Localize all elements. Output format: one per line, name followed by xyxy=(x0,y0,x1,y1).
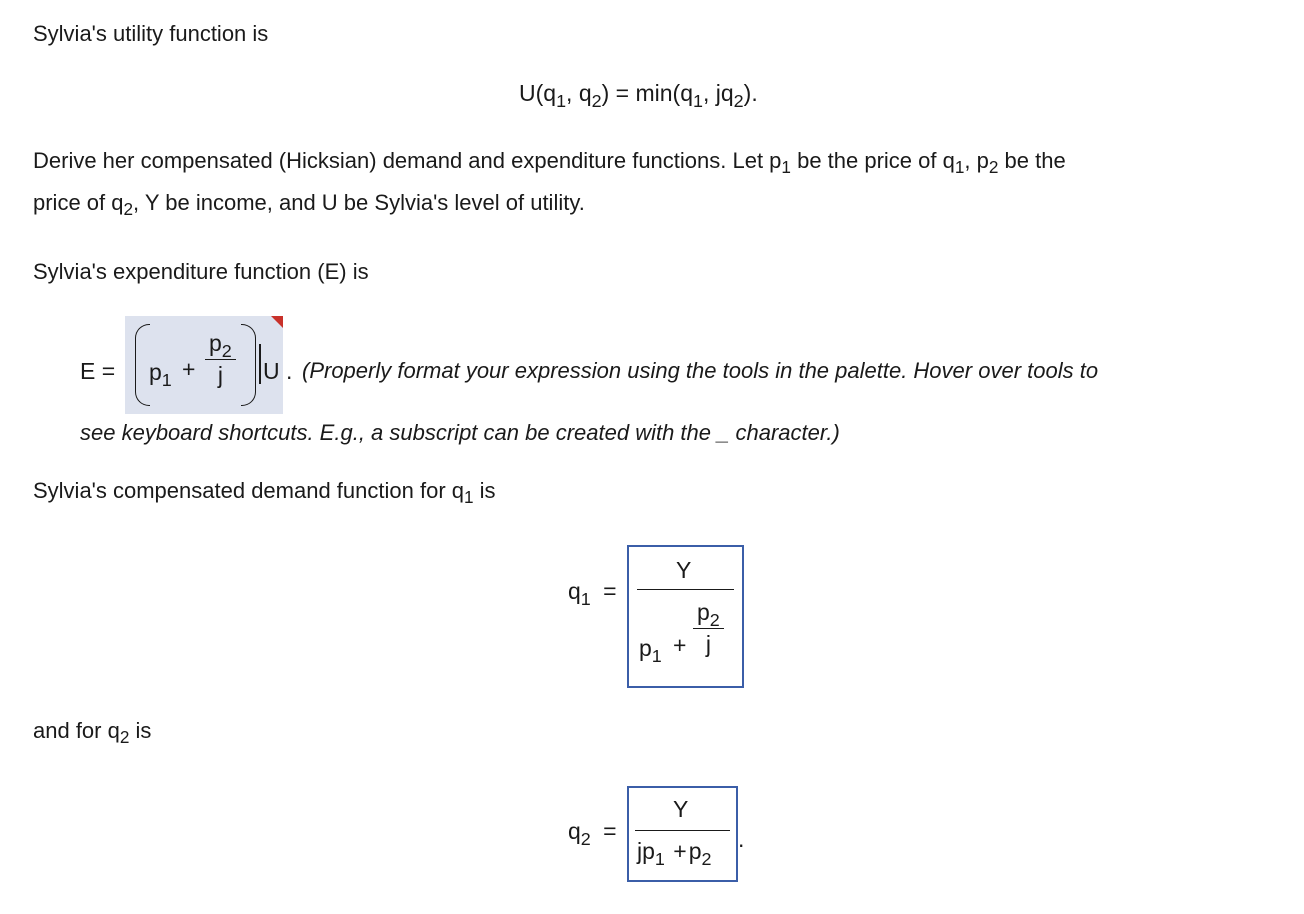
expenditure-answer-input[interactable] xyxy=(125,316,283,414)
task-line-1: Derive her compensated (Hicksian) demand and expenditure functions. Let $p_1$ be the price of $q_1$, $p_2$ be the xyxy=(33,148,1066,178)
right-paren xyxy=(241,324,256,406)
demand-q2-period: . xyxy=(738,826,745,852)
demand-q1-answer-box[interactable] xyxy=(627,545,744,688)
demand-q2-numerator: Y xyxy=(673,796,689,822)
demand-q1-fraction-bar xyxy=(637,589,734,590)
expenditure-fraction: $\frac{p_2}{j}$ xyxy=(205,330,236,389)
demand-q1-den-plus: + xyxy=(673,632,687,658)
demand-q1-den-fraction: $\frac{p_2}{j}$ xyxy=(693,599,724,658)
hint-line-1: (Properly format your expression using the tools in the palette. Hover over tools to xyxy=(302,358,1099,383)
expenditure-heading: Sylvia's expenditure function (E) is xyxy=(33,259,369,284)
task-line-2: price of $q_2$, Y be income, and U be Sylvia's level of utility. xyxy=(33,190,585,220)
demand-q1-numerator: Y xyxy=(676,557,692,583)
demand-q1-heading: Sylvia's compensated demand function for $q_1$ is xyxy=(33,478,496,508)
demand-q1-den-p1: $p_1$ xyxy=(639,635,662,666)
left-paren xyxy=(135,324,150,406)
demand-q2-answer-box[interactable] xyxy=(627,786,738,882)
expenditure-lhs: E = xyxy=(80,358,116,384)
flag-icon xyxy=(271,316,283,328)
cursor xyxy=(259,344,261,384)
expenditure-plus: + xyxy=(182,356,196,382)
hint-line-2: see keyboard shortcuts. E.g., a subscript can be created with the _ character.) xyxy=(80,420,840,445)
demand-q2-heading: and for $q_2$ is xyxy=(33,718,152,748)
demand-q1-lhs: $q_1$ = xyxy=(568,578,617,609)
expenditure-u: U xyxy=(263,358,280,384)
expenditure-p1: $p_1$ xyxy=(149,359,172,390)
demand-q2-lhs: $q_2$ = xyxy=(568,818,617,849)
intro-text: Sylvia's utility function is xyxy=(33,21,269,46)
demand-q2-denominator: $jp_1 +p_2$ xyxy=(637,838,712,869)
expenditure-period: . xyxy=(286,358,293,384)
utility-equation: $U(q_1$, $q_2) = \min(q_1$, $jq_2$). xyxy=(519,80,758,111)
demand-q2-fraction-bar xyxy=(635,830,730,831)
